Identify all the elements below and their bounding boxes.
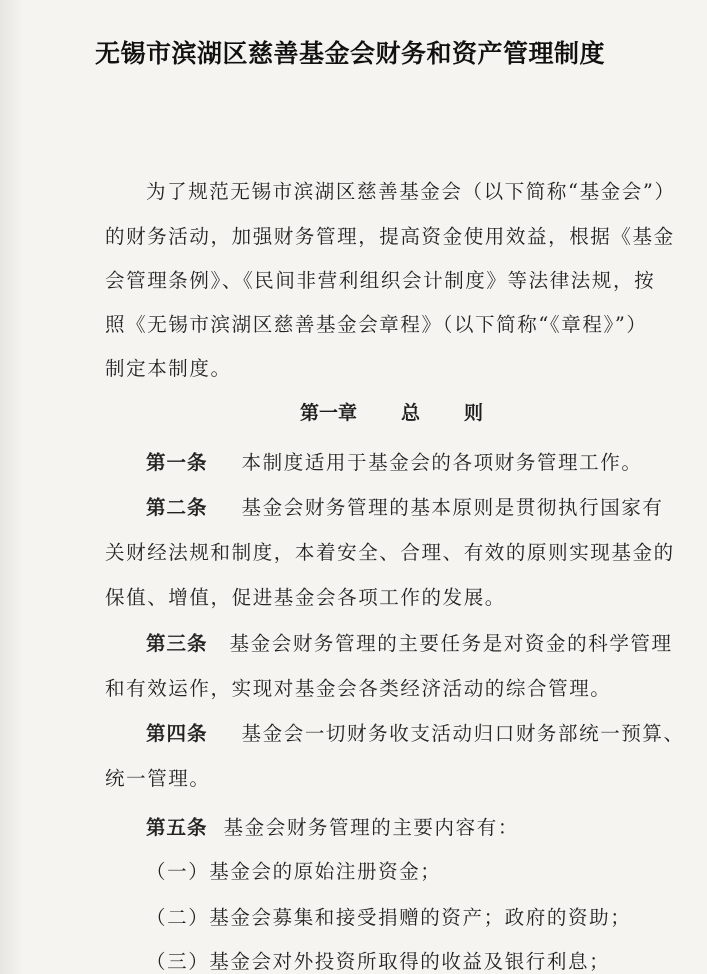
article-4 [146, 718, 685, 746]
article-1-text: 本制度适用于基金会的各项财务管理工作。 [241, 451, 643, 474]
article-2-text-1: 基金会财务管理的基本原则是贯彻执行国家有 [241, 496, 664, 519]
article-1 [146, 447, 642, 475]
article-5-item-3: （三）基金会对外投资所取得的收益及银行利息； [146, 950, 611, 973]
intro-line-2: 的财务活动，加强财务管理，提高资金使用效益，根据《基金 [105, 225, 675, 248]
article-2 [146, 492, 664, 520]
chapter-title-part-2: 则 [464, 402, 484, 424]
article-5-text-1: 基金会财务管理的主要内容有： [223, 816, 519, 839]
article-2-label: 第二条 [146, 496, 208, 519]
article-5-label: 第五条 [146, 816, 208, 839]
article-5-item-1: （一）基金会的原始注册资金； [146, 860, 442, 883]
intro-line-1: 为了规范无锡市滨湖区慈善基金会（以下简称“基金会”） [146, 180, 676, 203]
article-3 [146, 628, 673, 656]
article-5-item-2: （二）基金会募集和接受捐赠的资产；政府的资助； [146, 906, 632, 929]
article-5 [146, 812, 519, 840]
article-3-text-2: 和有效运作，实现对基金会各类经济活动的综合管理。 [105, 677, 612, 700]
article-4-text-2: 统一管理。 [105, 767, 211, 790]
document-title: 无锡市滨湖区慈善基金会财务和资产管理制度 [95, 39, 606, 68]
article-1-label: 第一条 [146, 451, 208, 474]
chapter-heading [300, 398, 483, 425]
chapter-title-part-1: 总 [401, 402, 421, 424]
article-3-label: 第三条 [146, 632, 208, 655]
article-2-text-3: 保值、增值，促进基金会各项工作的发展。 [105, 586, 506, 609]
intro-line-5: 制定本制度。 [105, 357, 232, 380]
intro-line-3: 会管理条例》、《民间非营利组织会计制度》等法律法规，按 [105, 269, 656, 292]
chapter-number: 第一章 [300, 402, 358, 424]
article-4-text-1: 基金会一切财务收支活动归口财务部统一预算、 [241, 722, 685, 745]
article-2-text-2: 关财经法规和制度，本着安全、合理、有效的原则实现基金的 [105, 541, 675, 564]
article-4-label: 第四条 [146, 722, 208, 745]
intro-line-4: 照《无锡市滨湖区慈善基金会章程》（以下简称“《章程》”） [105, 313, 648, 336]
article-3-text-1: 基金会财务管理的主要任务是对资金的科学管理 [229, 632, 673, 655]
